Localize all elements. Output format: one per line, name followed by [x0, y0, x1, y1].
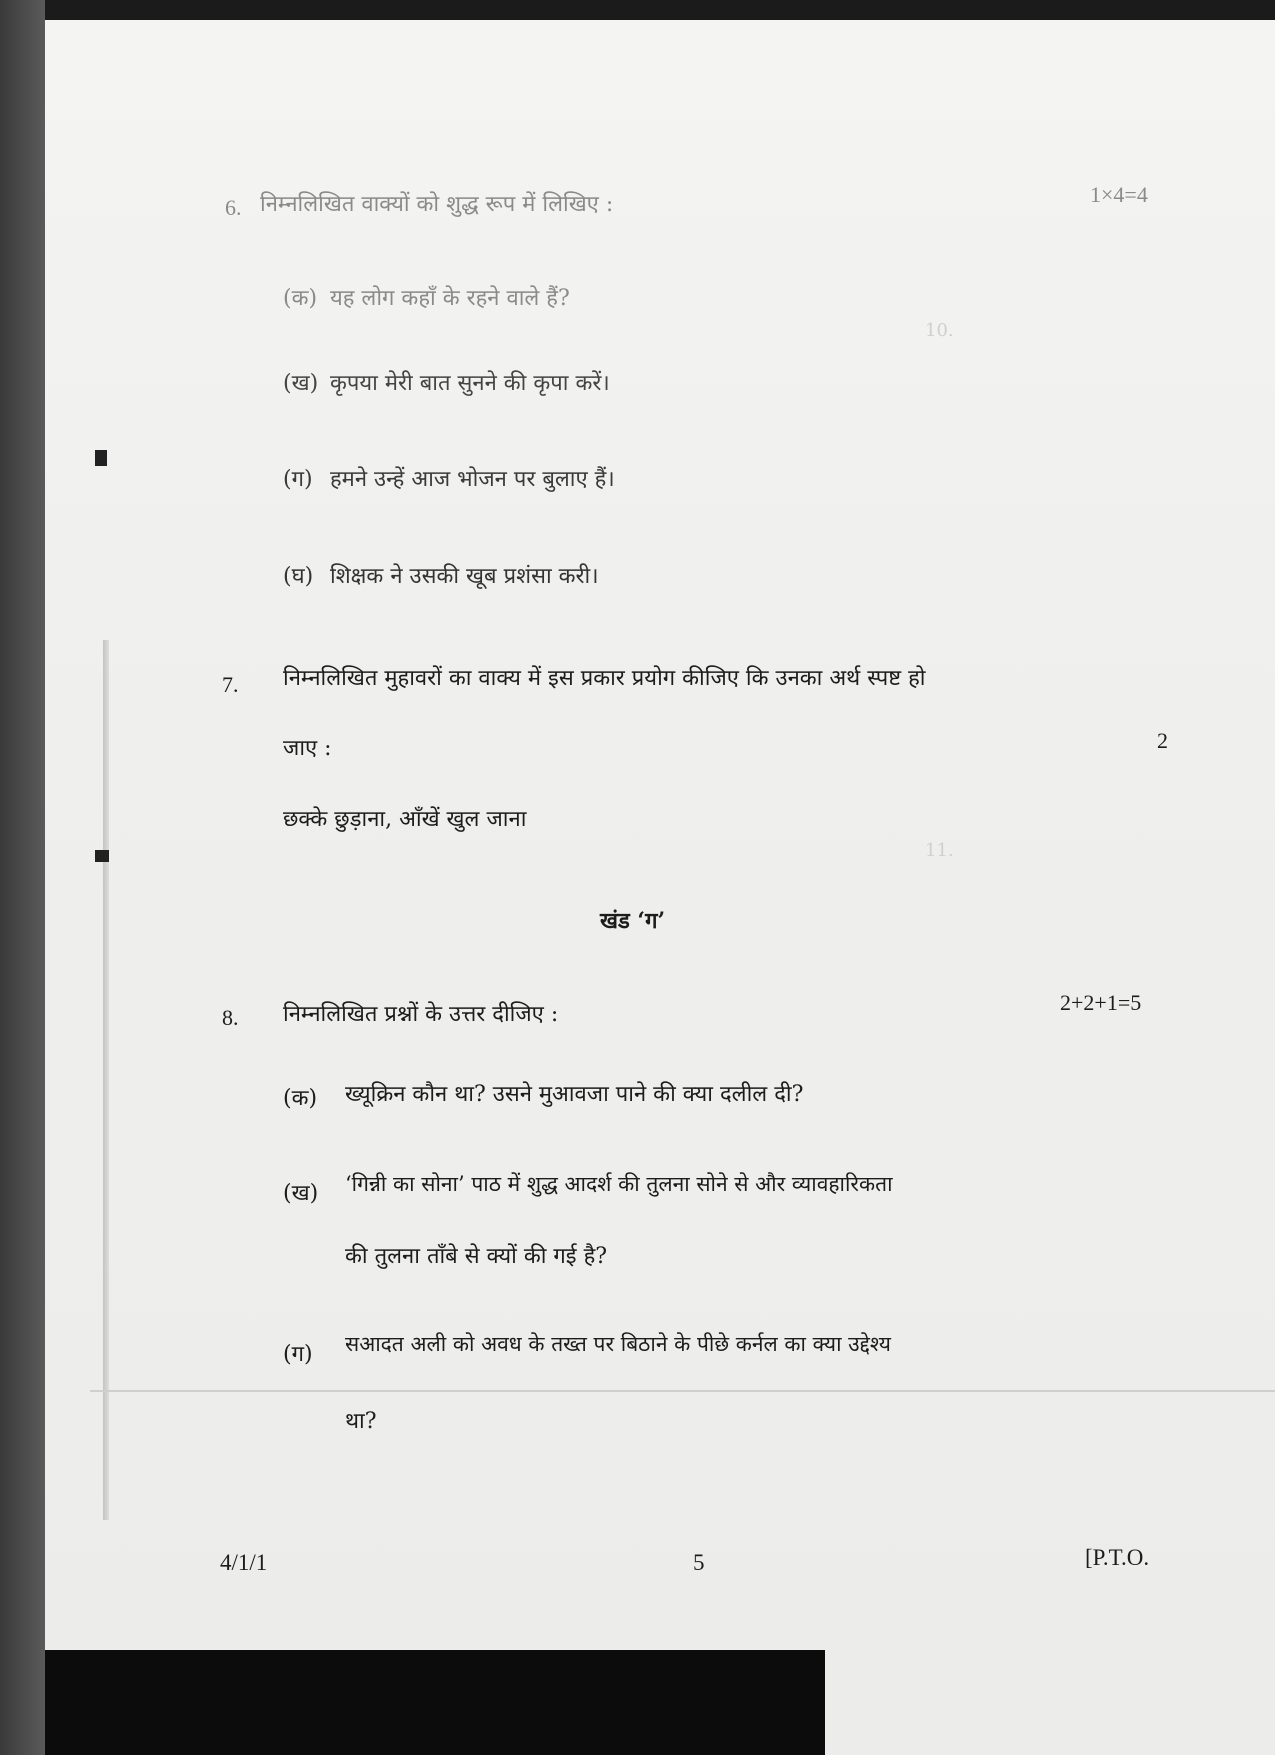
q6-number: 6.: [225, 195, 242, 220]
q8-prompt: निम्नलिखित प्रश्नों के उत्तर दीजिए :: [283, 1002, 559, 1027]
q8-item-label: (ग): [283, 1342, 313, 1367]
paper-code: 4/1/1: [220, 1550, 268, 1575]
q8-item-line1: ‘गिन्नी का सोना’ पाठ में शुद्ध आदर्श की तुलना सोने से और व्यावहारिकता: [345, 1172, 893, 1196]
section-title: खंड ‘ग’: [600, 908, 666, 934]
q8-number: 8.: [222, 1005, 239, 1030]
q6-item-label: (क): [283, 286, 318, 311]
q8-item-label: (ख): [283, 1181, 319, 1206]
q8-marks: 2+2+1=5: [1060, 990, 1142, 1015]
q8-item-line1: ख्यूक्रिन कौन था? उसने मुआवजा पाने की क्या दलील दी?: [345, 1082, 804, 1107]
page-number: 5: [693, 1550, 705, 1575]
q6-item-text: शिक्षक ने उसकी खूब प्रशंसा करी।: [330, 564, 599, 589]
q6-item-label: (ख): [283, 371, 319, 396]
q8-item-line2: था?: [345, 1409, 377, 1434]
q6-item-label: (ग): [283, 467, 313, 492]
q7-idioms: छक्के छुड़ाना, आँखें खुल जाना: [283, 807, 527, 832]
q8-item-line1: सआदत अली को अवध के तख्त पर बिठाने के पीछे कर्नल का क्या उद्देश्य: [345, 1332, 891, 1356]
q6-item-text: यह लोग कहाँ के रहने वाले हैं?: [330, 286, 570, 311]
binding-shadow: [103, 640, 109, 1520]
q7-prompt-line1: निम्नलिखित मुहावरों का वाक्य में इस प्रकार प्रयोग कीजिए कि उनका अर्थ स्पष्ट हो: [283, 666, 926, 691]
q6-item-text: हमने उन्हें आज भोजन पर बुलाए हैं।: [330, 467, 615, 492]
q6-prompt: निम्नलिखित वाक्यों को शुद्ध रूप में लिखिए :: [260, 192, 614, 217]
q8-item-label: (क): [283, 1086, 318, 1111]
scan-bottom-shadow: [45, 1650, 825, 1755]
q6-item-label: (घ): [283, 564, 314, 589]
scan-top-edge: [0, 0, 1275, 20]
q6-item-text: कृपया मेरी बात सुनने की कृपा करें।: [330, 371, 610, 396]
q6-marks: 1×4=4: [1090, 182, 1148, 207]
bleed-through-text: 11.: [925, 840, 954, 861]
q7-number: 7.: [222, 672, 239, 697]
fold-line: [90, 1390, 1275, 1392]
q8-item-line2: की तुलना ताँबे से क्यों की गई है?: [345, 1244, 608, 1269]
q7-marks: 2: [1157, 728, 1168, 753]
scan-left-edge: [0, 0, 45, 1755]
bleed-through-text: 10.: [925, 320, 954, 341]
scan-mark: [95, 450, 107, 466]
exam-page: [45, 20, 1275, 1755]
pto-label: [P.T.O.: [1085, 1545, 1150, 1570]
q7-prompt-line2: जाए :: [283, 736, 332, 761]
scan-mark: [95, 850, 109, 862]
